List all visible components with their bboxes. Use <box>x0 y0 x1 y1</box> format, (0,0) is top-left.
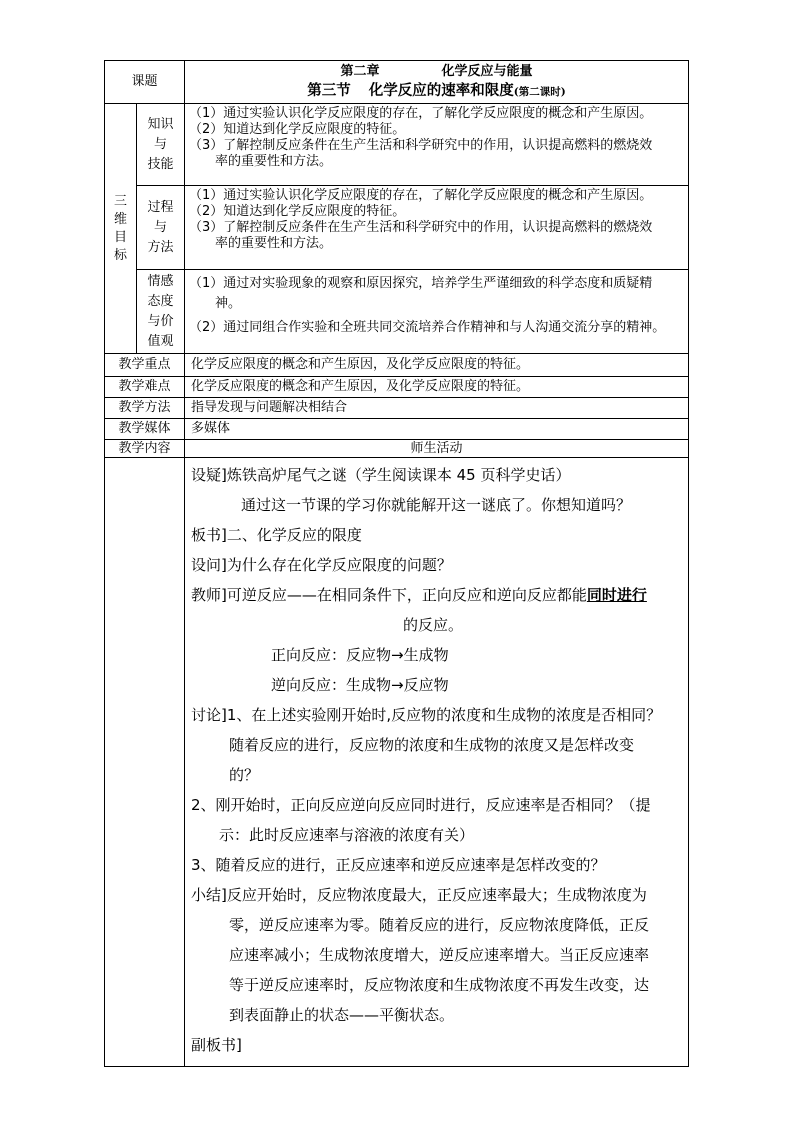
knowledge-label: 知识 与 技能 <box>137 104 185 186</box>
difficulty-text: 化学反应限度的概念和产生原因，及化学反应限度的特征。 <box>185 377 689 398</box>
content-header-row <box>105 440 689 458</box>
key-point-label: 教学重点 <box>105 354 185 377</box>
emphasis-text: 同时进行 <box>586 586 647 604</box>
method-row <box>105 398 689 419</box>
activities-header: 师生活动 <box>185 440 689 458</box>
media-row <box>105 419 689 440</box>
content-label: 教学内容 <box>105 440 185 458</box>
topic-label: 课题 <box>105 61 185 104</box>
section-title: 化学反应的速率和限度 <box>368 81 514 99</box>
media-text: 多媒体 <box>185 419 689 440</box>
key-point-row <box>105 354 689 377</box>
method-label: 教学方法 <box>105 398 185 419</box>
lesson-plan-table <box>104 60 689 1067</box>
activities-blank-cell <box>105 458 185 1067</box>
media-label: 教学媒体 <box>105 419 185 440</box>
difficulty-row <box>105 377 689 398</box>
difficulty-label: 教学难点 <box>105 377 185 398</box>
goal-knowledge-row <box>105 104 689 186</box>
chapter-line <box>185 63 688 81</box>
emotion-goals: （1）通过对实验现象的观察和原因探究，培养学生严谨细致的科学态度和质疑精 神。 （2）通过同组合作实验和全班共同交流培养合作精神和与人沟通交流分享的精神。 <box>185 270 689 354</box>
key-point-text: 化学反应限度的概念和产生原因，及化学反应限度的特征。 <box>185 354 689 377</box>
title-row <box>105 61 689 104</box>
section-number: 第三节 <box>307 81 351 99</box>
goal-process-row <box>105 186 689 270</box>
knowledge-goals: （1）通过实验认识化学反应限度的存在，了解化学反应限度的概念和产生原因。 （2）知道达到化学反应限度的特征。 （3）了解控制反应条件在生产生活和科学研究中的作用，认识提高燃料的燃烧效 率的重要性和方法。 <box>185 104 689 186</box>
chapter-number: 第二章 <box>340 63 380 79</box>
lesson-title <box>185 61 689 104</box>
goal-emotion-row <box>105 270 689 354</box>
emotion-label: 情感 态度 与价 值观 <box>137 270 185 354</box>
method-text: 指导发现与问题解决相结合 <box>185 398 689 419</box>
section-line <box>185 81 688 102</box>
three-goals-label: 三 维 目 标 <box>105 104 137 354</box>
activities-row <box>105 458 689 1067</box>
activities-body: 设疑]炼铁高炉尾气之谜（学生阅读课本 45 页科学史话） 通过这一节课的学习你就能解开这一谜底了。你想知道吗？ 板书]二、化学反应的限度 设问]为什么存在化学反应限度的问题？ 教师]可逆反应——在相同条件下，正向反应和逆向反应都能同时进行 的反应。 正向反应：反应物→生成物 逆向反应：生成物→反应物 讨论]1、在上述实验刚开始时,反应物的浓度和生成物的浓度是否相同？ 随着反应的进行，反应物的浓度和生成物的浓度又是怎样改变 的？ 2、刚开始时，正向反应逆向反应同时进行，反应速率是否相同？（提 示：此时反应速率与溶液的浓度有关） 3、随着反应的进行，正反应速率和逆反应速率是怎样改变的？ 小结]反应开始时，反应物浓度最大，正反应速率最大；生成物浓度为 零，逆反应速率为零。随着反应的进行，反应物浓度降低，正反 应速率减小；生成物浓度增大，逆反应速率增大。当正反应速率 等于逆反应速率时，反应物浓度和生成物浓度不再发生改变，达 到表面静止的状态——平衡状态。 副板书] <box>185 458 689 1067</box>
chapter-title: 化学反应与能量 <box>441 63 533 79</box>
section-note: (第二课时) <box>513 85 566 98</box>
process-label: 过程 与 方法 <box>137 186 185 270</box>
process-goals: （1）通过实验认识化学反应限度的存在，了解化学反应限度的概念和产生原因。 （2）知道达到化学反应限度的特征。 （3）了解控制反应条件在生产生活和科学研究中的作用，认识提高燃料的燃烧效 率的重要性和方法。 <box>185 186 689 270</box>
